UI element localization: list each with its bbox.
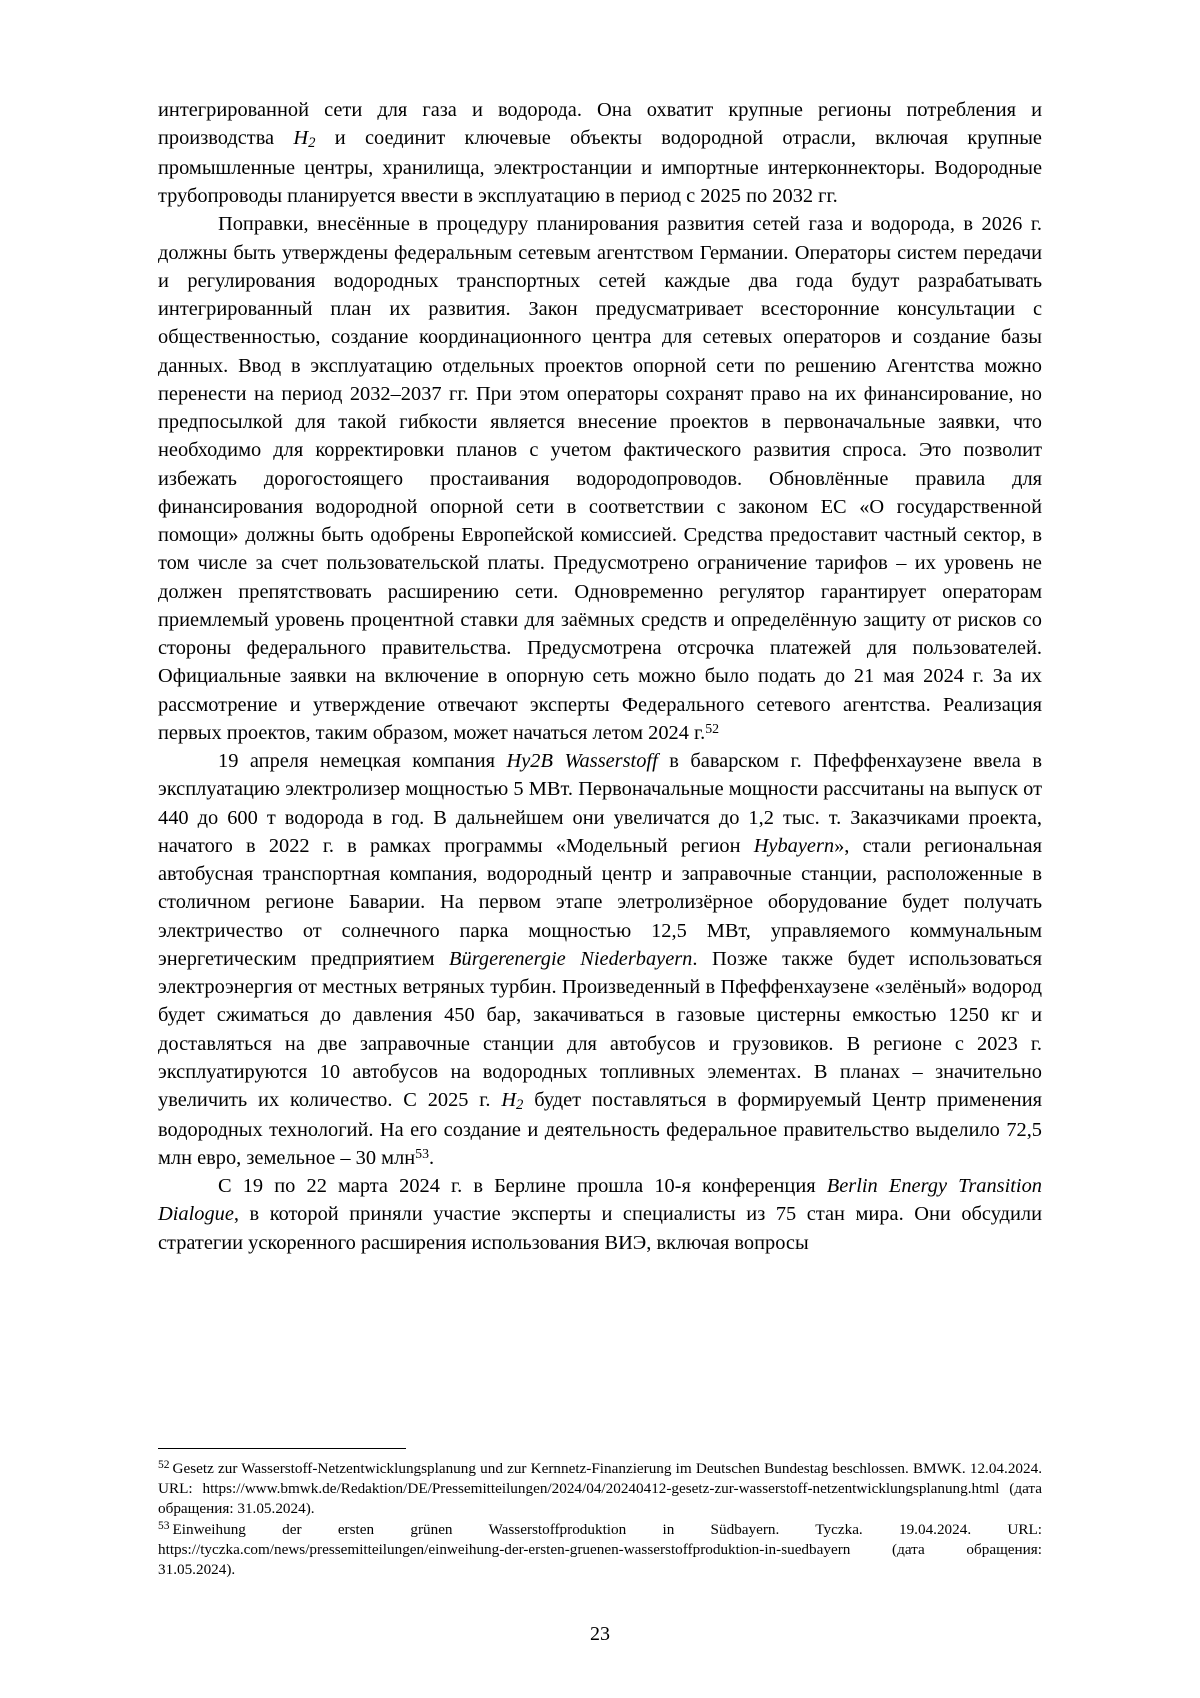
footnote-text: Gesetz zur Wasserstoff-Netzentwicklungsplanung und zur Kernnetz-Finanzierung im Deutschen Bundestag beschlossen. BMWK. 12.04.2024. URL: https://www.bmwk.de/Redaktion/DE/Pressemitteilungen/2024/04/20240412-gesetz-zur-wasserstoff-netzentwicklungsplanung.html (дата обращения: 31.05.2024). [158, 1459, 1042, 1517]
text-run: Поправки, внесённые в процедуру планирования развития сетей газа и водорода, в 2026 г. должны быть утверждены федеральным сетевым агентством Германии. Операторы систем передачи и регулирования водородных транспортных сетей каждые два года будут разрабатывать интегрированный план их развития. Закон предусматривает всесторонние консультации с общественностью, создание координационного центра для сетевых операторов и создание базы данных. Ввод в эксплуатацию отдельных проектов опорной сети по решению Агентства можно перенести на период 2032–2037 гг. При этом операторы сохранят право на их финансирование, но предпосылкой для такой гибкости является внесение проектов в первоначальные заявки, что необходимо для корректировки планов с учетом фактического развития спроса. Это позволит избежать дорогостоящего простаивания водородопроводов. Обновлённые правила для финансирования водородной опорной сети в соответствии с законом ЕС «О государственной помощи» должны быть одобрены Европейской комиссией. Средства предоставит частный сектор, в том числе за счет пользовательской платы. Предусмотрено ограничение тарифов – их уровень не должен препятствовать расширению сети. Одновременно регулятор гарантирует операторам приемлемый уровень процентной ставки для заёмных средств и определённую защиту от рисков со стороны федерального правительства. Предусмотрена отсрочка платежей для пользователей. Официальные заявки на включение в опорную сеть можно было подать до 21 мая 2024 г. За их рассмотрение и утверждение отвечают эксперты Федерального сетевого агентства. Реализация первых проектов, таким образом, может начаться летом 2024 г. [158, 213, 1042, 744]
footnote-reference: 52 [705, 721, 720, 737]
footnote-reference: 53 [415, 1146, 430, 1162]
page-body [158, 96, 1042, 1257]
italic-term: Berlin Energy Transition Dialogue [158, 1175, 1042, 1226]
footnote-separator [158, 1448, 406, 1449]
footnote [158, 1458, 1042, 1519]
footnote-number: 52 [158, 1458, 170, 1471]
subscript: 2 [308, 135, 316, 152]
footnote-area [158, 1448, 1042, 1580]
paragraph [158, 96, 1042, 210]
paragraph [158, 1172, 1042, 1257]
text-run: в баварском г. Пфеффенхаузене ввела в эксплуатацию электролизер мощностью 5 МВт. Первоначальные мощности рассчитаны на выпуск от 440 до 600 т водорода в год. В дальнейшем они увеличатся до 1,2 тыс. т. Заказчиками проекта, начатого в 2022 г. в рамках программы «Модельный регион [158, 750, 1042, 857]
text-run: 19 апреля немецкая компания [218, 750, 507, 773]
text-run: , в которой приняли участие эксперты и специалисты из 75 стан мира. Они обсудили стратегии ускоренного расширения использования ВИЭ, включая вопросы [158, 1203, 1042, 1254]
footnote-text: Einweihung der ersten grünen Wasserstoffproduktion in Südbayern. Tyczka. 19.04.2024. URL: https://tyczka.com/news/pressemitteilungen/einweihung-der-ersten-gruenen-wasserstoffproduktion-in-suedbayern (дата обращения: 31.05.2024). [158, 1520, 1042, 1578]
subscript: 2 [516, 1097, 524, 1114]
text-run: . Позже также будет использоваться электроэнергия от местных ветряных турбин. Произведенный в Пфеффенхаузене «зелёный» водород будет сжиматься до давления 450 бар, закачиваться в газовые цистерны емкостью 1250 кг и доставляться на две заправочные станции для автобусов и грузовиков. В регионе с 2023 г. эксплуатируются 10 автобусов на водородных топливных элементах. В планах – значительно увеличить их количество. С 2025 г. [158, 947, 1042, 1112]
italic-term: Hybayern [753, 834, 835, 857]
page-number: 23 [590, 1623, 610, 1645]
text-run: . [429, 1146, 435, 1169]
text-run: будет поставляться в формируемый Центр применения водородных технологий. На его создание и деятельность федеральное правительство выделило 72,5 млн евро, земельное – 30 млн [158, 1089, 1042, 1169]
text-run: интегрированной сети для газа и водорода. Она охватит крупные регионы потребления и производства [158, 99, 1042, 150]
text-run: и соединит ключевые объекты водородной отрасли, включая крупные промышленные центры, хранилища, электростанции и импортные интерконнекторы. Водородные трубопроводы планируется ввести в эксплуатацию в период с 2025 по 2032 гг. [158, 127, 1042, 208]
footnote-number: 53 [158, 1519, 170, 1532]
italic-term: H [501, 1089, 517, 1112]
footnote [158, 1519, 1042, 1580]
italic-term: Hy2B Wasserstoff [506, 750, 658, 773]
text-run: », стали региональная автобусная транспортная компания, водородный центр и заправочные станции, расположенные в столичном регионе Баварии. На первом этапе элетролизёрное оборудование будет получать электричество от солнечного парка мощностью 12,5 МВт, управляемого коммунальным энергетическим предприятием [158, 834, 1042, 970]
italic-term: H [293, 127, 309, 150]
italic-term: Bürgerenergie Niederbayern [449, 947, 693, 970]
footnote-list [158, 1458, 1042, 1580]
paragraph [158, 210, 1042, 747]
text-run: С 19 по 22 марта 2024 г. в Берлине прошла 10-я конференция [218, 1175, 827, 1198]
paragraph [158, 747, 1042, 1172]
